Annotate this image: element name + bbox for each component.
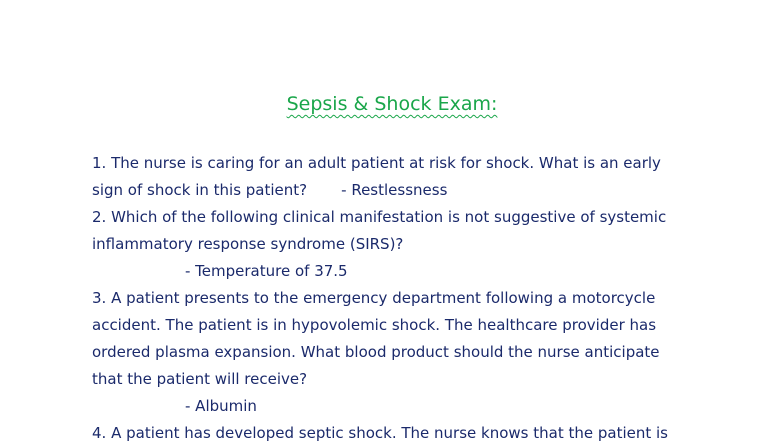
question-1-line-2 [92, 177, 732, 204]
answer-3: - Albumin [185, 397, 257, 415]
question-2-line-1: 2. Which of the following clinical manifestation is not suggestive of systemic [92, 208, 667, 226]
question-3-line-1: 3. A patient presents to the emergency department following a motorcycle [92, 289, 656, 307]
document-title: Sepsis & Shock Exam: [286, 93, 498, 115]
question-3-line-3: ordered plasma expansion. What blood product should the nurse anticipate [92, 343, 660, 361]
question-3-line-4: that the patient will receive? [92, 370, 308, 388]
answer-1: - Restlessness [341, 181, 448, 199]
question-3-line-2: accident. The patient is in hypovolemic shock. The healthcare provider has [92, 316, 657, 334]
question-4-line-1: 4. A patient has developed septic shock. The nurse knows that the patient is [92, 424, 668, 441]
document-body [92, 150, 732, 441]
question-1-text: sign of shock in this patient? [92, 181, 308, 199]
question-2-line-2: inflammatory response syndrome (SIRS)? [92, 235, 404, 253]
answer-2: - Temperature of 37.5 [185, 262, 348, 280]
question-1-line-1: 1. The nurse is caring for an adult patient at risk for shock. What is an early [92, 154, 661, 172]
